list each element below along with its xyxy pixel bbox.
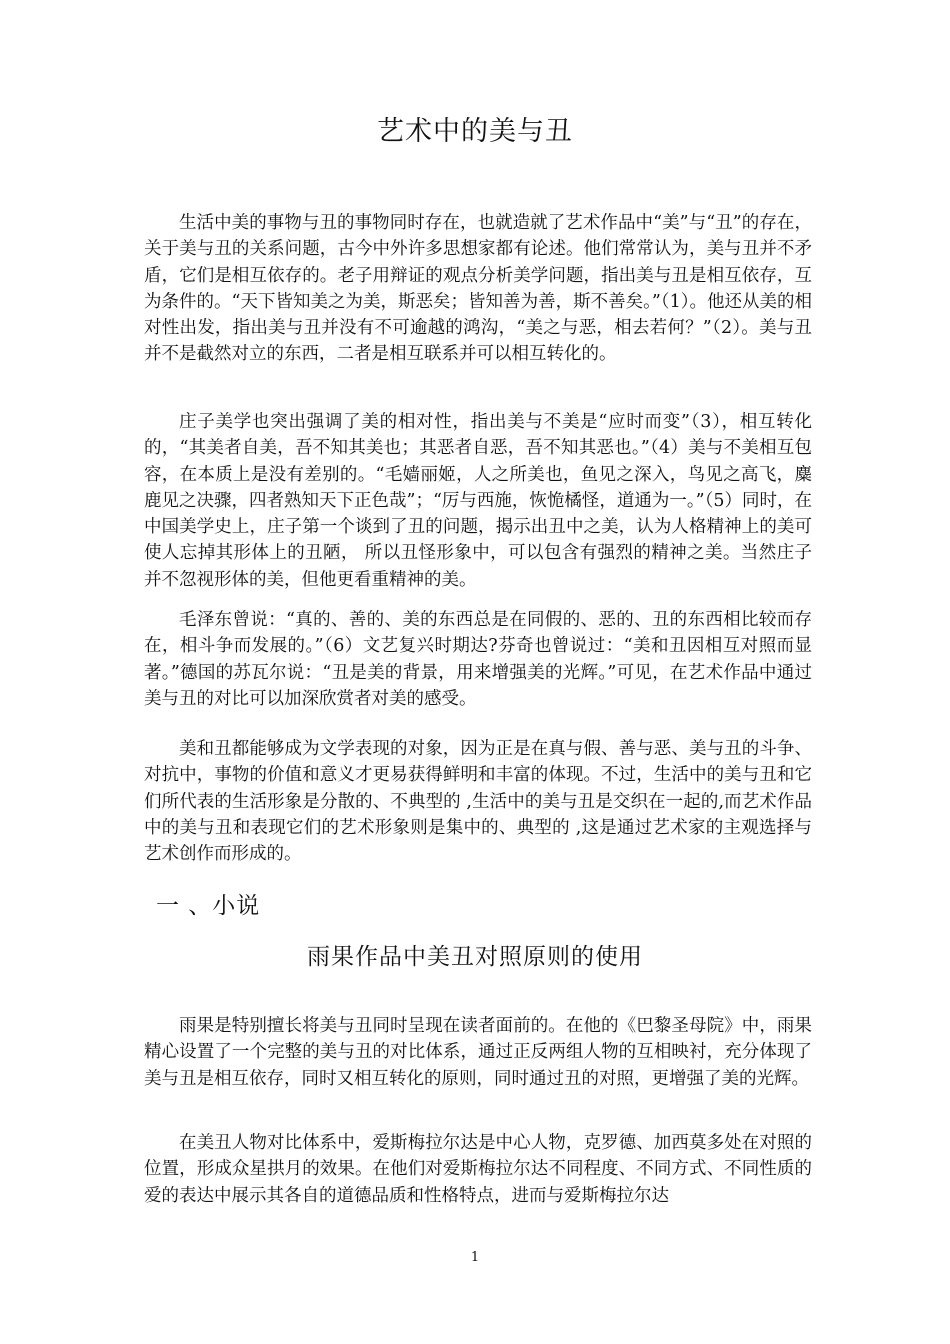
page-number: 1 bbox=[470, 1250, 480, 1265]
body-paragraph-2: 庄子美学也突出强调了美的相对性，指出美与不美是“应时而变”（3），相互转化的，“其美者自美，吾不知其美也；其恶者自恶，吾不知其恶也。”（4）美与不美相互包容，在本质上是没有差别的。“毛嫱丽姬，人之所美也，鱼见之深入，鸟见之高飞，麋鹿见之决骤，四者熟知天下正色哉”；“厉与西施，恢恑橘怪，道通为一。”（5）同时，在中国美学史上，庄子第一个谈到了丑的问题，揭示出丑中之美，认为人格精神上的美可使人忘掉其形体上的丑陋， 所以丑怪形象中，可以包含有强烈的精神之美。当然庄子并不忽视形体的美，但他更看重精神的美。 bbox=[144, 412, 812, 590]
section-paragraph-1: 雨果是特别擅长将美与丑同时呈现在读者面前的。在他的《巴黎圣母院》中，雨果精心设置了一个完整的美与丑的对比体系，通过正反两组人物的互相映衬，充分体现了美与丑是相互依存，同时又相互转化的原则，同时通过丑的对照，更增强了美的光辉。 bbox=[144, 1016, 812, 1089]
body-paragraph-1: 生活中美的事物与丑的事物同时存在，也就造就了艺术作品中“美”与“丑”的存在，关于美与丑的关系问题，古今中外许多思想家都有论述。他们常常认为，美与丑并不矛盾，它们是相互依存的。老子用辩证的观点分析美学问题，指出美与丑是相互依存，互为条件的。“天下皆知美之为美，斯恶矣；皆知善为善，斯不善矣。”（1）。他还从美的相对性出发，指出美与丑并没有不可逾越的鸿沟，“美之与恶，相去若何？”（2）。美与丑并不是截然对立的东西，二者是相互联系并可以相互转化的。 bbox=[144, 213, 812, 365]
section-paragraph-2: 在美丑人物对比体系中，爱斯梅拉尔达是中心人物，克罗德、加西莫多处在对照的位置，形成众星拱月的效果。在他们对爱斯梅拉尔达不同程度、不同方式、不同性质的爱的表达中展示其各自的道德品质和性格特点，进而与爱斯梅拉尔达 bbox=[144, 1133, 812, 1206]
section-heading: 一 、小说 bbox=[156, 893, 261, 919]
body-paragraph-4: 美和丑都能够成为文学表现的对象，因为正是在真与假、善与恶、美与丑的斗争、对抗中，事物的价值和意义才更易获得鲜明和丰富的体现。不过，生活中的美与丑和它们所代表的生活形象是分散的、不典型的 ,生活中的美与丑是交织在一起的,而艺术作品中的美与丑和表现它们的艺术形象则是集中的、典型的 ,这是通过艺术家的主观选择与艺术创作而形成的。 bbox=[144, 739, 812, 865]
sub-heading: 雨果作品中美丑对照原则的使用 bbox=[307, 944, 643, 970]
body-paragraph-3: 毛泽东曾说：“真的、善的、美的东西总是在同假的、恶的、丑的东西相比较而存在，相斗争而发展的。”（6）文艺复兴时期达?芬奇也曾说过：“美和丑因相互对照而显著。”德国的苏瓦尔说：“丑是美的背景，用来增强美的光辉。”可见，在艺术作品中通过美与丑的对比可以加深欣赏者对美的感受。 bbox=[144, 610, 812, 709]
document-title: 艺术中的美与丑 bbox=[377, 116, 573, 147]
